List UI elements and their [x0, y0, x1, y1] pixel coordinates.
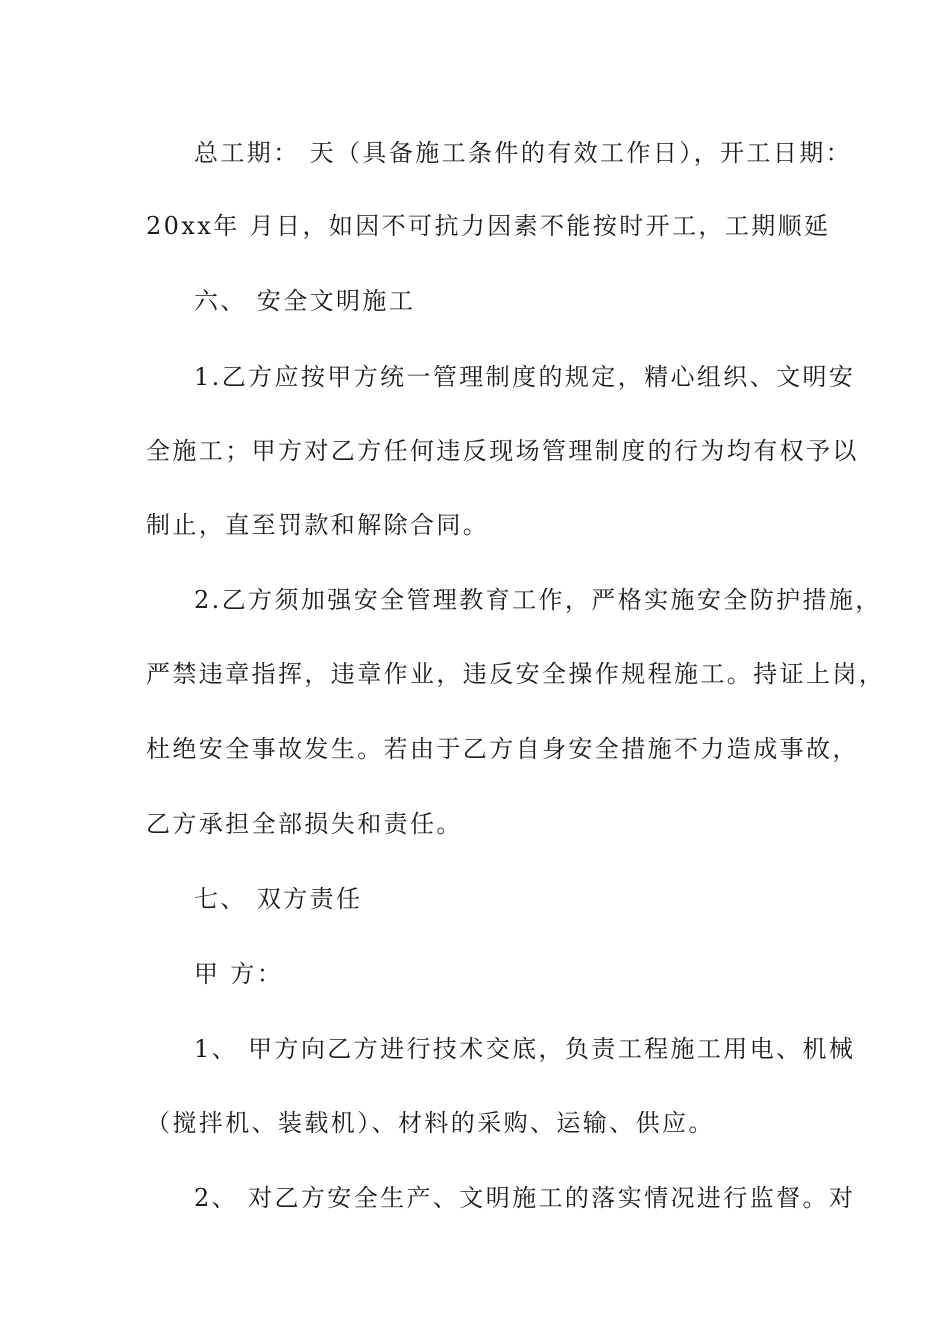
paragraph-line: 杜绝安全事故发生。若由于乙方自身安全措施不力造成事故， [146, 735, 859, 763]
party-label: 甲 方： [194, 960, 284, 988]
paragraph-line: 严禁违章指挥，违章作业，违反安全操作规程施工。持证上岗， [146, 660, 886, 688]
paragraph-line: 乙方承担全部损失和责任。 [146, 810, 463, 838]
paragraph-line: 2.乙方须加强安全管理教育工作，严格实施安全防护措施， [194, 586, 882, 614]
paragraph-line: 全施工；甲方对乙方任何违反现场管理制度的行为均有权予以 [146, 437, 859, 465]
paragraph-line: 1、 甲方向乙方进行技术交底，负责工程施工用电、机械 [194, 1035, 856, 1063]
paragraph-line: 制止，直至罚款和解除合同。 [146, 511, 490, 539]
paragraph-line: 总工期： 天（具备施工条件的有效工作日），开工日期： [194, 139, 853, 167]
paragraph-line: 20xx年 月日，如因不可抗力因素不能按时开工，工期顺延 [146, 212, 831, 240]
section-heading: 六、 安全文明施工 [194, 287, 416, 315]
paragraph-line: 2、 对乙方安全生产、文明施工的落实情况进行监督。对 [194, 1184, 856, 1212]
paragraph-line: （搅拌机、装载机）、材料的采购、运输、供应。 [146, 1109, 715, 1137]
section-heading: 七、 双方责任 [194, 885, 363, 913]
paragraph-line: 1.乙方应按甲方统一管理制度的规定，精心组织、文明安 [194, 363, 856, 391]
